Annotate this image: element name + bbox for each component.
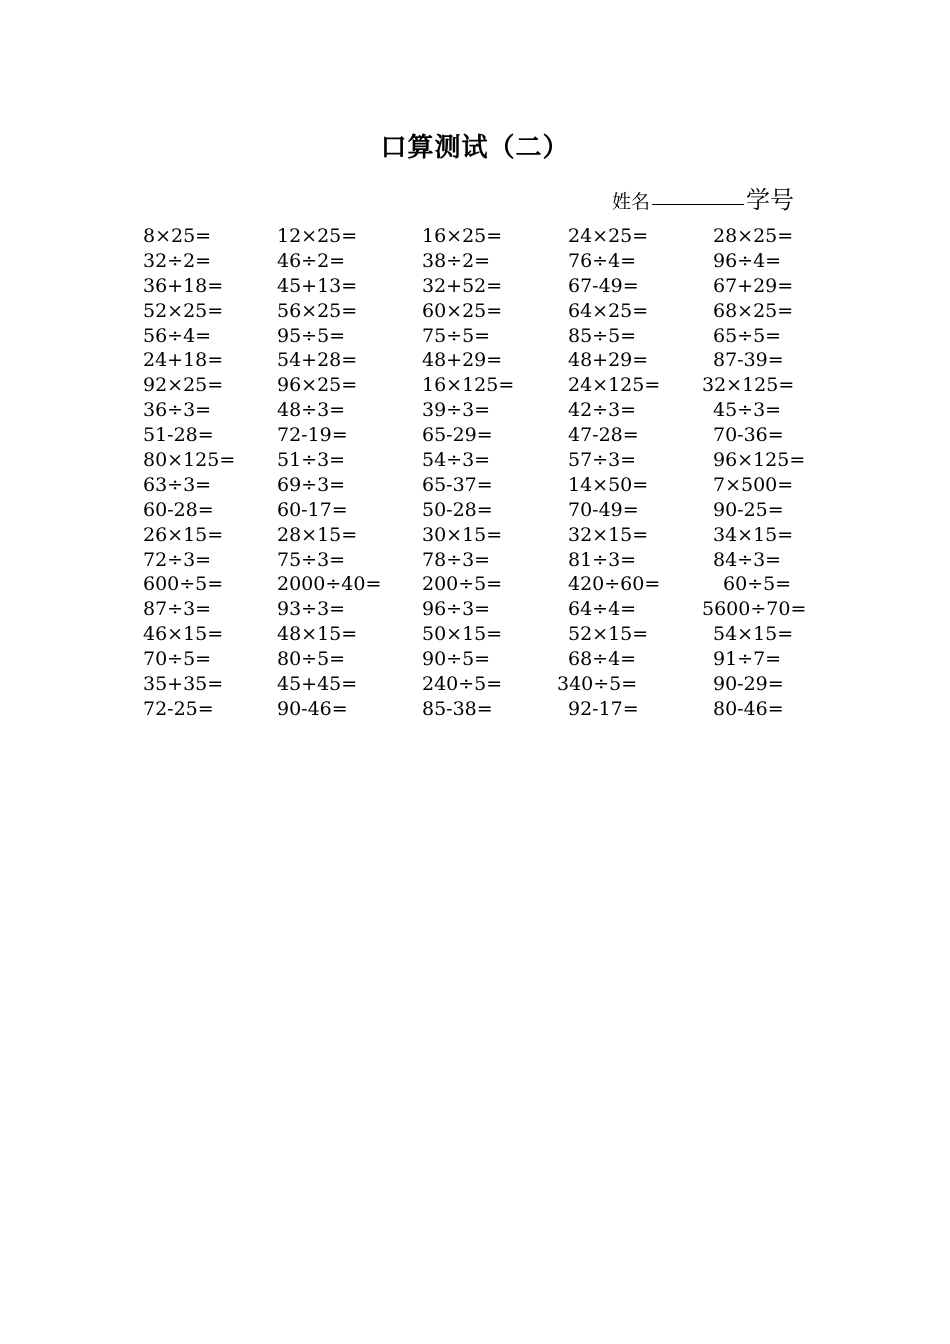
problem-item: 56×25= xyxy=(277,299,358,322)
problem-item: 68÷4= xyxy=(568,648,637,671)
problem-item: 54÷3= xyxy=(422,449,491,472)
problem-row xyxy=(0,572,950,597)
problem-row xyxy=(0,647,950,672)
problem-row xyxy=(0,423,950,448)
problem-item: 92×25= xyxy=(143,374,224,397)
problem-item: 36÷3= xyxy=(143,399,212,422)
problem-item: 24×25= xyxy=(568,225,649,247)
problem-row xyxy=(0,348,950,373)
problem-item: 340÷5= xyxy=(557,673,638,696)
name-label: 姓名 xyxy=(612,191,651,213)
problem-item: 14×50= xyxy=(568,473,649,496)
problem-item: 68×25= xyxy=(713,299,794,322)
problem-item: 600÷5= xyxy=(143,573,224,596)
problem-item: 70-36= xyxy=(713,424,784,447)
problem-item: 2000÷40= xyxy=(277,573,382,596)
problem-item: 51÷3= xyxy=(277,449,346,472)
problem-item: 72÷3= xyxy=(143,548,212,571)
problem-item: 48+29= xyxy=(422,349,503,372)
problem-item: 65-29= xyxy=(422,424,493,447)
problem-item: 96×25= xyxy=(277,374,358,397)
problem-item: 60-17= xyxy=(277,498,348,521)
problem-item: 63÷3= xyxy=(143,473,212,496)
problem-item: 78÷3= xyxy=(422,548,491,571)
problem-row xyxy=(0,622,950,647)
problem-item: 32÷2= xyxy=(143,249,212,272)
problem-item: 90÷5= xyxy=(422,648,491,671)
problem-item: 90-25= xyxy=(713,498,784,521)
problem-item: 87-39= xyxy=(713,349,784,372)
problem-item: 90-46= xyxy=(277,697,348,720)
problem-item: 64×25= xyxy=(568,299,649,322)
problem-item: 36+18= xyxy=(143,274,224,297)
problem-item: 96÷4= xyxy=(713,249,782,272)
problem-row xyxy=(0,224,950,249)
problem-item: 24+18= xyxy=(143,349,224,372)
problem-row xyxy=(0,299,950,324)
problem-item: 32×15= xyxy=(568,523,649,546)
problem-row xyxy=(0,672,950,697)
problem-item: 54×15= xyxy=(713,623,794,646)
problem-item: 75÷5= xyxy=(422,324,491,347)
problem-row xyxy=(0,697,950,722)
problem-item: 35+35= xyxy=(143,673,224,696)
problem-item: 80÷5= xyxy=(277,648,346,671)
problem-item: 46÷2= xyxy=(277,249,346,272)
problem-item: 42÷3= xyxy=(568,399,637,422)
problem-item: 96×125= xyxy=(713,449,806,472)
problem-item: 200÷5= xyxy=(422,573,503,596)
problem-item: 38÷2= xyxy=(422,249,491,272)
problem-item: 80×125= xyxy=(143,449,236,472)
problem-item: 60×25= xyxy=(422,299,503,322)
problem-item: 92-17= xyxy=(568,697,639,720)
problem-row xyxy=(0,448,950,473)
problem-item: 60÷5= xyxy=(723,573,792,596)
problem-item: 48+29= xyxy=(568,349,649,372)
problem-item: 46×15= xyxy=(143,623,224,646)
problem-item: 16×25= xyxy=(422,225,503,247)
problem-item: 5600÷70= xyxy=(702,598,807,621)
problem-item: 52×25= xyxy=(143,299,224,322)
problem-item: 81÷3= xyxy=(568,548,637,571)
problem-item: 93÷3= xyxy=(277,598,346,621)
problem-item: 34×15= xyxy=(713,523,794,546)
problem-item: 48÷3= xyxy=(277,399,346,422)
problem-row xyxy=(0,249,950,274)
problem-item: 57÷3= xyxy=(568,449,637,472)
name-blank-line xyxy=(652,203,744,205)
problem-item: 65÷5= xyxy=(713,324,782,347)
problem-row xyxy=(0,373,950,398)
problem-item: 7×500= xyxy=(713,473,794,496)
problem-item: 28×15= xyxy=(277,523,358,546)
problem-item: 67-49= xyxy=(568,274,639,297)
problem-item: 91÷7= xyxy=(713,648,782,671)
problem-item: 60-28= xyxy=(143,498,214,521)
problem-item: 26×15= xyxy=(143,523,224,546)
problem-item: 50-28= xyxy=(422,498,493,521)
problem-item: 70-49= xyxy=(568,498,639,521)
problem-item: 47-28= xyxy=(568,424,639,447)
problem-item: 96÷3= xyxy=(422,598,491,621)
problem-item: 8×25= xyxy=(143,225,212,247)
problem-item: 50×15= xyxy=(422,623,503,646)
problem-item: 52×15= xyxy=(568,623,649,646)
problem-item: 69÷3= xyxy=(277,473,346,496)
problem-item: 95÷5= xyxy=(277,324,346,347)
problem-item: 56÷4= xyxy=(143,324,212,347)
problem-item: 85-38= xyxy=(422,697,493,720)
problem-item: 84÷3= xyxy=(713,548,782,571)
problem-row xyxy=(0,523,950,548)
problem-row xyxy=(0,274,950,299)
problem-item: 67+29= xyxy=(713,274,794,297)
problem-grid xyxy=(0,224,950,722)
problem-item: 16×125= xyxy=(422,374,515,397)
problem-item: 32×125= xyxy=(702,374,795,397)
student-info-line xyxy=(612,184,794,218)
problem-row xyxy=(0,473,950,498)
problem-item: 72-19= xyxy=(277,424,348,447)
problem-item: 48×15= xyxy=(277,623,358,646)
problem-item: 64÷4= xyxy=(568,598,637,621)
problem-item: 39÷3= xyxy=(422,399,491,422)
problem-row xyxy=(0,548,950,573)
problem-row xyxy=(0,398,950,423)
problem-item: 24×125= xyxy=(568,374,661,397)
problem-item: 12×25= xyxy=(277,225,358,247)
problem-item: 70÷5= xyxy=(143,648,212,671)
problem-item: 72-25= xyxy=(143,697,214,720)
problem-item: 45+13= xyxy=(277,274,358,297)
problem-item: 420÷60= xyxy=(568,573,661,596)
problem-item: 45+45= xyxy=(277,673,358,696)
problem-item: 32+52= xyxy=(422,274,503,297)
problem-item: 240÷5= xyxy=(422,673,503,696)
problem-item: 87÷3= xyxy=(143,598,212,621)
problem-item: 28×25= xyxy=(713,225,794,247)
problem-item: 75÷3= xyxy=(277,548,346,571)
problem-item: 80-46= xyxy=(713,697,784,720)
problem-item: 85÷5= xyxy=(568,324,637,347)
problem-item: 54+28= xyxy=(277,349,358,372)
problem-item: 45÷3= xyxy=(713,399,782,422)
problem-row xyxy=(0,597,950,622)
page-title: 口算测试（二） xyxy=(380,133,570,163)
problem-item: 65-37= xyxy=(422,473,493,496)
problem-row xyxy=(0,324,950,349)
student-id-label: 学号 xyxy=(746,186,795,214)
problem-item: 30×15= xyxy=(422,523,503,546)
problem-item: 90-29= xyxy=(713,673,784,696)
problem-item: 76÷4= xyxy=(568,249,637,272)
problem-row xyxy=(0,498,950,523)
problem-item: 51-28= xyxy=(143,424,214,447)
